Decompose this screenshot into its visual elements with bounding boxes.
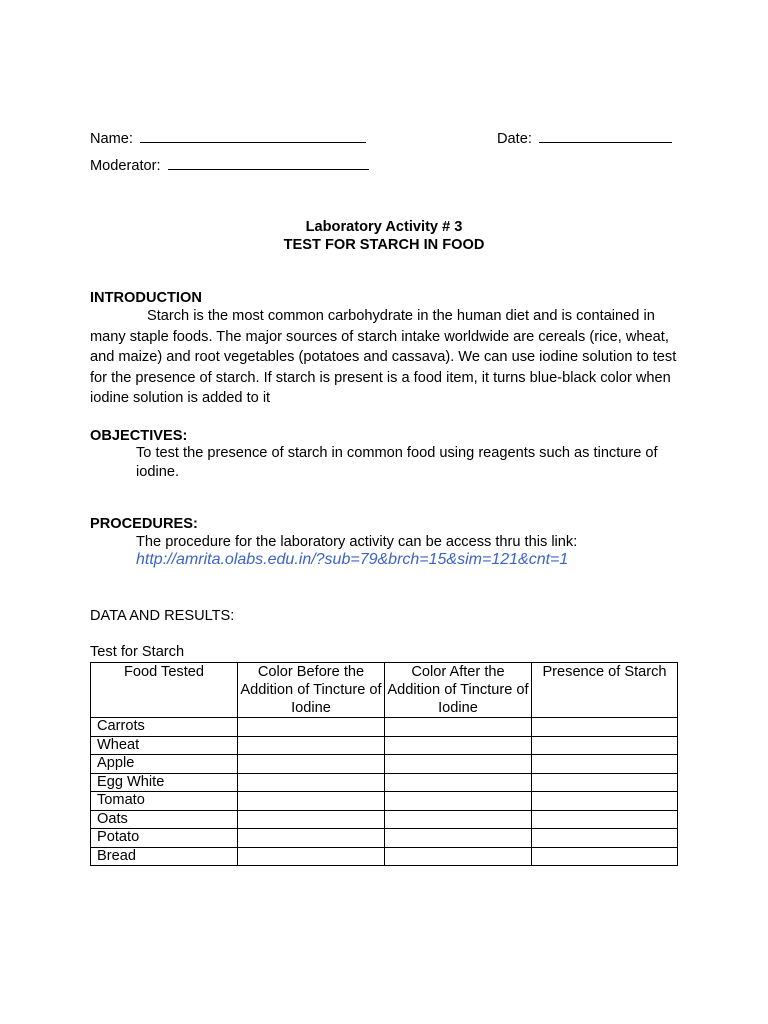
empty-cell[interactable] bbox=[385, 755, 532, 774]
empty-cell[interactable] bbox=[532, 810, 678, 829]
food-cell: Apple bbox=[91, 755, 238, 774]
empty-cell[interactable] bbox=[532, 736, 678, 755]
starch-results-table bbox=[90, 662, 678, 866]
empty-cell[interactable] bbox=[238, 792, 385, 811]
table-row bbox=[91, 718, 678, 737]
column-header: Presence of Starch bbox=[532, 663, 678, 718]
objectives-body: To test the presence of starch in common food using reagents such as tincture of iodine. bbox=[136, 445, 658, 480]
food-cell: Tomato bbox=[91, 792, 238, 811]
food-cell: Egg White bbox=[91, 773, 238, 792]
table-row bbox=[91, 847, 678, 866]
food-cell: Wheat bbox=[91, 736, 238, 755]
moderator-field[interactable] bbox=[90, 155, 369, 176]
empty-cell[interactable] bbox=[385, 829, 532, 848]
empty-cell[interactable] bbox=[238, 829, 385, 848]
procedures-body: The procedure for the laboratory activity can be access thru this link: bbox=[136, 534, 578, 550]
empty-cell[interactable] bbox=[385, 792, 532, 811]
empty-cell[interactable] bbox=[532, 847, 678, 866]
empty-cell[interactable] bbox=[532, 792, 678, 811]
name-blank[interactable] bbox=[140, 128, 366, 143]
procedures-heading: PROCEDURES: bbox=[90, 516, 198, 532]
activity-title: TEST FOR STARCH IN FOOD bbox=[283, 237, 485, 253]
empty-cell[interactable] bbox=[238, 773, 385, 792]
empty-cell[interactable] bbox=[385, 773, 532, 792]
food-cell: Bread bbox=[91, 847, 238, 866]
table-row bbox=[91, 829, 678, 848]
date-label: Date: bbox=[497, 131, 532, 147]
empty-cell[interactable] bbox=[532, 718, 678, 737]
name-field[interactable] bbox=[90, 128, 366, 149]
empty-cell[interactable] bbox=[238, 810, 385, 829]
table-row bbox=[91, 755, 678, 774]
food-cell: Potato bbox=[91, 829, 238, 848]
table-header-row bbox=[91, 663, 678, 718]
empty-cell[interactable] bbox=[385, 810, 532, 829]
moderator-label: Moderator: bbox=[90, 158, 161, 174]
column-header: Color Before the Addition of Tincture of Iodine bbox=[238, 663, 385, 718]
empty-cell[interactable] bbox=[238, 847, 385, 866]
empty-cell[interactable] bbox=[385, 736, 532, 755]
empty-cell[interactable] bbox=[238, 755, 385, 774]
moderator-blank[interactable] bbox=[168, 155, 369, 170]
activity-number: Laboratory Activity # 3 bbox=[305, 219, 463, 235]
empty-cell[interactable] bbox=[532, 773, 678, 792]
column-header: Color After the Addition of Tincture of Iodine bbox=[385, 663, 532, 718]
empty-cell[interactable] bbox=[238, 736, 385, 755]
food-cell: Oats bbox=[91, 810, 238, 829]
empty-cell[interactable] bbox=[385, 847, 532, 866]
empty-cell[interactable] bbox=[238, 718, 385, 737]
column-header: Food Tested bbox=[91, 663, 238, 718]
table-row bbox=[91, 773, 678, 792]
empty-cell[interactable] bbox=[385, 718, 532, 737]
objectives-heading: OBJECTIVES: bbox=[90, 428, 188, 444]
introduction-body: Starch is the most common carbohydrate in the human diet and is contained in many staple foods. The major sources of starch intake worldwide are cereals (rice, wheat, and maize) and root vegetables (potatoes and cassava). We can use iodine solution to test for the presence of starch. If starch is present is a food item, it turns blue-black color when iodine solution is added to it bbox=[90, 308, 677, 406]
table-caption: Test for Starch bbox=[90, 644, 185, 660]
introduction-heading: INTRODUCTION bbox=[90, 290, 202, 306]
procedure-link[interactable]: http://amrita.olabs.edu.in/?sub=79&brch=15&sim=121&cnt=1 bbox=[136, 551, 569, 568]
table-row bbox=[91, 810, 678, 829]
name-label: Name: bbox=[90, 131, 133, 147]
data-results-heading: DATA AND RESULTS: bbox=[90, 608, 235, 624]
empty-cell[interactable] bbox=[532, 829, 678, 848]
date-field[interactable] bbox=[497, 128, 672, 149]
food-cell: Carrots bbox=[91, 718, 238, 737]
empty-cell[interactable] bbox=[532, 755, 678, 774]
table-row bbox=[91, 736, 678, 755]
table-row bbox=[91, 792, 678, 811]
date-blank[interactable] bbox=[539, 128, 672, 143]
